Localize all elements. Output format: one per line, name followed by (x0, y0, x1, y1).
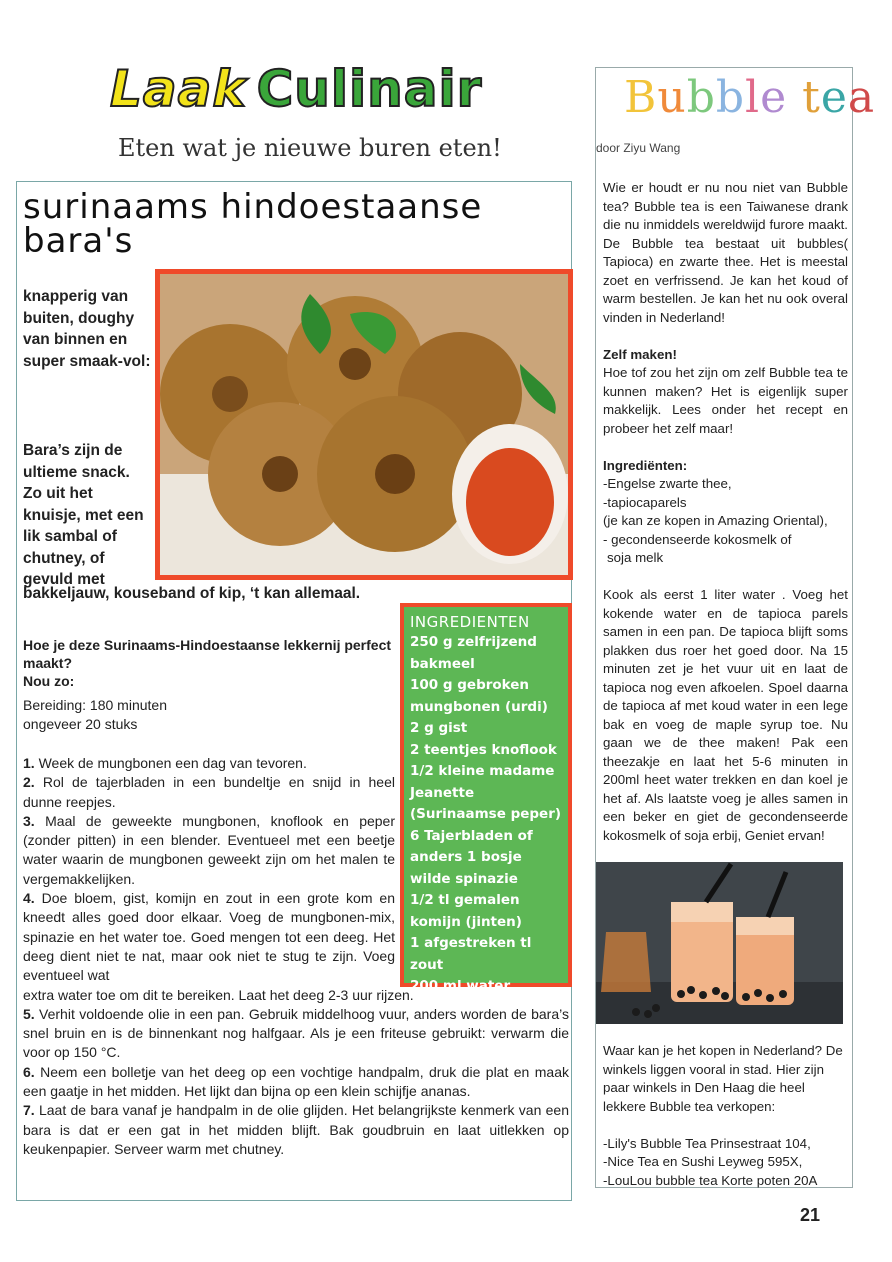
ingredient-item: 1/2 kleine madame Jeanette (Surinaamse peper) (410, 763, 562, 822)
logo-word-laak: Laak (110, 60, 247, 118)
step-2: 2. Rol de tajerbladen in een bundeltje en snijd in heel dunne reepjes. (23, 774, 395, 810)
bubble-tea-sidebar (595, 67, 876, 1188)
sidebar-title: Bubble tea (624, 72, 876, 123)
ingredient-item: 6 Tajerbladen of anders 1 bosje wilde spinazie (410, 827, 533, 887)
sidebar-byline: door Ziyu Wang (596, 141, 681, 155)
sidebar-where-text: Waar kan je het kopen in Nederland? De winkels liggen vooral in stad. Hier zijn paar winkels in Den Haag die heel lekkere Bubble tea verkopen: (603, 1043, 843, 1114)
step-7: 7. Laat de bara vanaf je handpalm in de olie glijden. Het belangrijkste kenmerk van een bara is dat er een gat in het midden blijft. Bak goudbruin en laat uitlekken op keukenpapier. Serveer warm met chutney. (23, 1102, 569, 1157)
howto-question: Hoe je deze Surinaams-Hindoestaanse lekkernij perfect maakt? (23, 637, 392, 671)
ingredient-item: 2 teentjes knoflook (410, 741, 557, 758)
sidebar-heading-ingr: Ingrediënten: (603, 457, 688, 473)
masthead (110, 60, 530, 170)
recipe-meta (23, 696, 403, 734)
step-3: 3. Maal de geweekte mungbonen, knoflook en peper (zonder pitten) in een blender. Eventueel met een beetje water waarin de mungbonen geweekt zijn om het malen te vergemakkelijken. (23, 812, 395, 887)
sidebar-body (603, 179, 848, 864)
recipe-yield: ongeveer 20 stuks (23, 716, 138, 732)
sidebar-zelf-text: Hoe tof zou het zijn om zelf Bubble tea te kunnen maken? Het is eigenlijk super makkelijk. Lees onder het recept en probeer het zelf maar! (603, 365, 848, 436)
ingredients-box (400, 603, 572, 994)
ingredient-item: 1/2 tl gemalen komijn (jinten) (410, 892, 522, 930)
ingredients-heading: INGREDIENTEN (410, 613, 530, 631)
shop-item: -Nice Tea en Sushi Leyweg 595X, (603, 1154, 803, 1169)
sidebar-ingr-4: - gecondenseerde kokosmelk of (603, 531, 792, 547)
sidebar-ingr-2: -tapiocaparels (603, 494, 687, 510)
sidebar-ingr-1: -Engelse zwarte thee, (603, 476, 732, 491)
article-intro-3: bakkeljauw, kouseband of kip, ‘t kan allemaal. (23, 585, 361, 602)
article-howto (23, 636, 403, 690)
magazine-logo (110, 60, 482, 118)
page-number: 21 (800, 1205, 821, 1225)
ingredient-item: 100 g gebroken mungbonen (urdi) (410, 677, 548, 715)
article-title: surinaams hindoestaanse bara's (23, 187, 483, 261)
ingredient-item: 250 g zelfrijzend bakmeel (410, 634, 537, 672)
shop-item: -Lily's Bubble Tea Prinsestraat 104, (603, 1135, 811, 1151)
bubble-tea-illustration (596, 862, 843, 1024)
ingredient-item: 2 g gist (410, 720, 468, 736)
sidebar-where (603, 1042, 848, 1190)
bubble-tea-photo (596, 862, 843, 1024)
shop-item: -LouLou bubble tea Korte poten 20A (603, 1172, 818, 1188)
step-6: 6. Neem een bolletje van het deeg op een vochtige handpalm, druk die plat en maak een gaatje in het midden. Het lijkt dan bijna op een klein schijfje ananas. (23, 1063, 569, 1100)
step-5: 5. Verhit voldoende olie in een pan. Gebruik middelhoog vuur, anders worden de bara’s snel bruin en is de binnenkant nog halfgaar. Als je een friteuse gebruikt: verwarm die voor op 150 °C. (23, 1005, 569, 1061)
article-intro-2: Bara’s zijn de ultieme snack. Zo uit het knuisje, met een lik sambal of chutney, of gevuld met (23, 442, 144, 588)
sidebar-recipe: Kook als eerst 1 liter water . Voeg het kokende water en de tapioca parels samen in een pan. De tapioca blijft soms plakken dus roer het goed door. Na 15 minuten zet je het vuur uit en laat de tapioca nog even afkoelen. Spoel daarna de tapioca af met koud water in een lege bak en voeg de maple syrup toe. Nu gaan we de thee maken! Pak een theezakje en laat het 5-6 minuten in 200ml heet water trekken en dan koel je het af. Als laatste voeg je alles samen in een beker en giet de gecondenseerde kokosmelk of soja erbij, Geniet ervan! (603, 587, 848, 843)
step-1: 1. Week de mungbonen een dag van tevoren. (23, 755, 307, 771)
step-4: 4. Doe bloem, gist, komijn en zout in een grote kom en kneedt alles goed door elkaar. Voeg de mungbonen-mix, spinazie en het water toe. Goed mengen tot een deeg. Het deeg dient niet te nat, maar ook niet te stug te zijn. Voeg eventueel wat (23, 890, 396, 984)
prep-time: Bereiding: 180 minuten (23, 697, 167, 713)
howto-nouzo: Nou zo: (23, 673, 75, 689)
sidebar-ingr-5: soja melk (607, 550, 664, 565)
tagline: Eten wat je nieuwe buren eten! (118, 134, 502, 162)
sidebar-heading-zelf: Zelf maken! (603, 346, 677, 362)
ingredient-item: 200 ml water (410, 978, 511, 994)
logo-word-culinair: Culinair (256, 60, 483, 118)
sidebar-ingr-3: (je kan ze kopen in Amazing Oriental), (603, 513, 828, 528)
ingredient-item: 1 afgestreken tl zout (410, 935, 532, 973)
bara-photo (155, 269, 573, 580)
ingredients-list (410, 632, 562, 998)
step-4-cont: extra water toe om dit te bereiken. Laat het deeg 2-3 uur rijzen. (23, 986, 414, 1003)
bara-photo-illustration (160, 274, 568, 575)
article-intro: knapperig van buiten, doughy van binnen en super smaak-vol: (23, 288, 151, 370)
sidebar-intro: Wie er houdt er nu nou niet van Bubble tea? Bubble tea is een Taiwanese drank die nu inmiddels wereldwijd furore maakt. De Bubble tea bestaat uit bubbles( Tapioca) en zwarte thee. Het is meestal zoet en verfrissend. Je kan het koud of warm bestellen. Je kan het nu ook overal vinden in Nederland! (603, 180, 848, 325)
